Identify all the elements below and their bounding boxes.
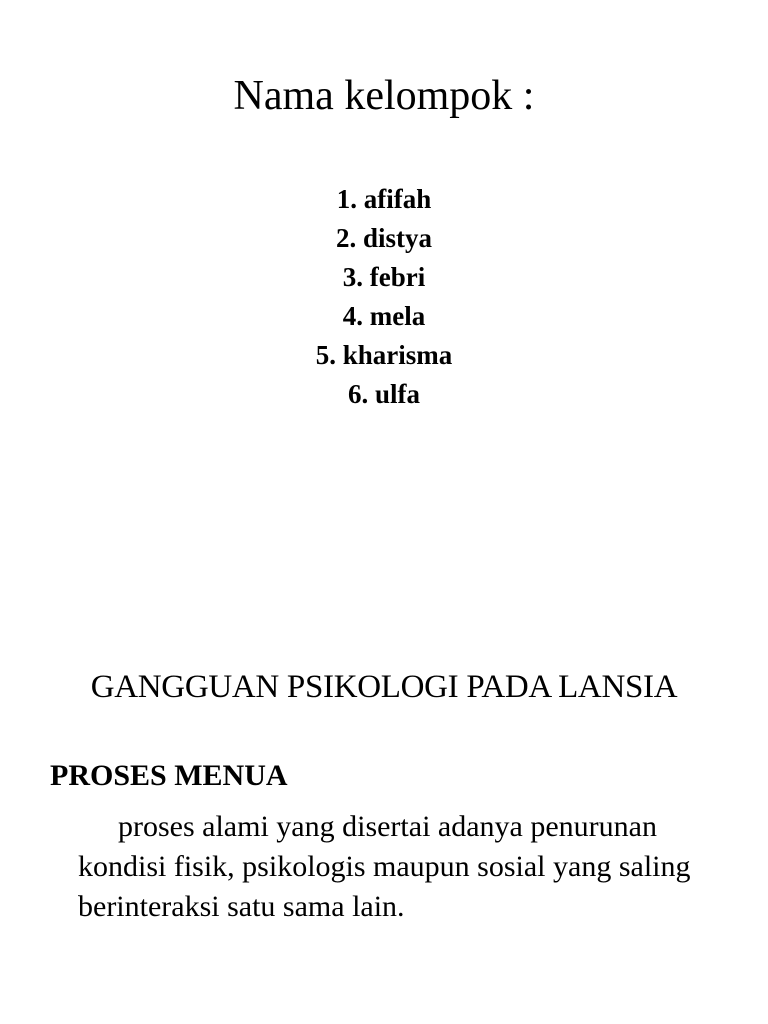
member-item: 4. mela <box>342 301 426 331</box>
member-list <box>0 180 768 414</box>
definition-paragraph: proses alami yang disertai adanya penurunan kondisi fisik, psikologis maupun sosial yang saling berinteraksi satu sama lain. <box>78 810 691 923</box>
section-heading: PROSES MENUA <box>50 759 288 792</box>
member-item: 5. kharisma <box>315 340 453 370</box>
member-item: 2. distya <box>335 223 433 253</box>
member-item: 6. ulfa <box>347 379 420 409</box>
slide-title: GANGGUAN PSIKOLOGI PADA LANSIA <box>90 669 678 705</box>
group-title: Nama kelompok : <box>233 73 535 119</box>
member-item: 3. febri <box>342 262 426 292</box>
member-item: 1. afifah <box>336 184 432 214</box>
